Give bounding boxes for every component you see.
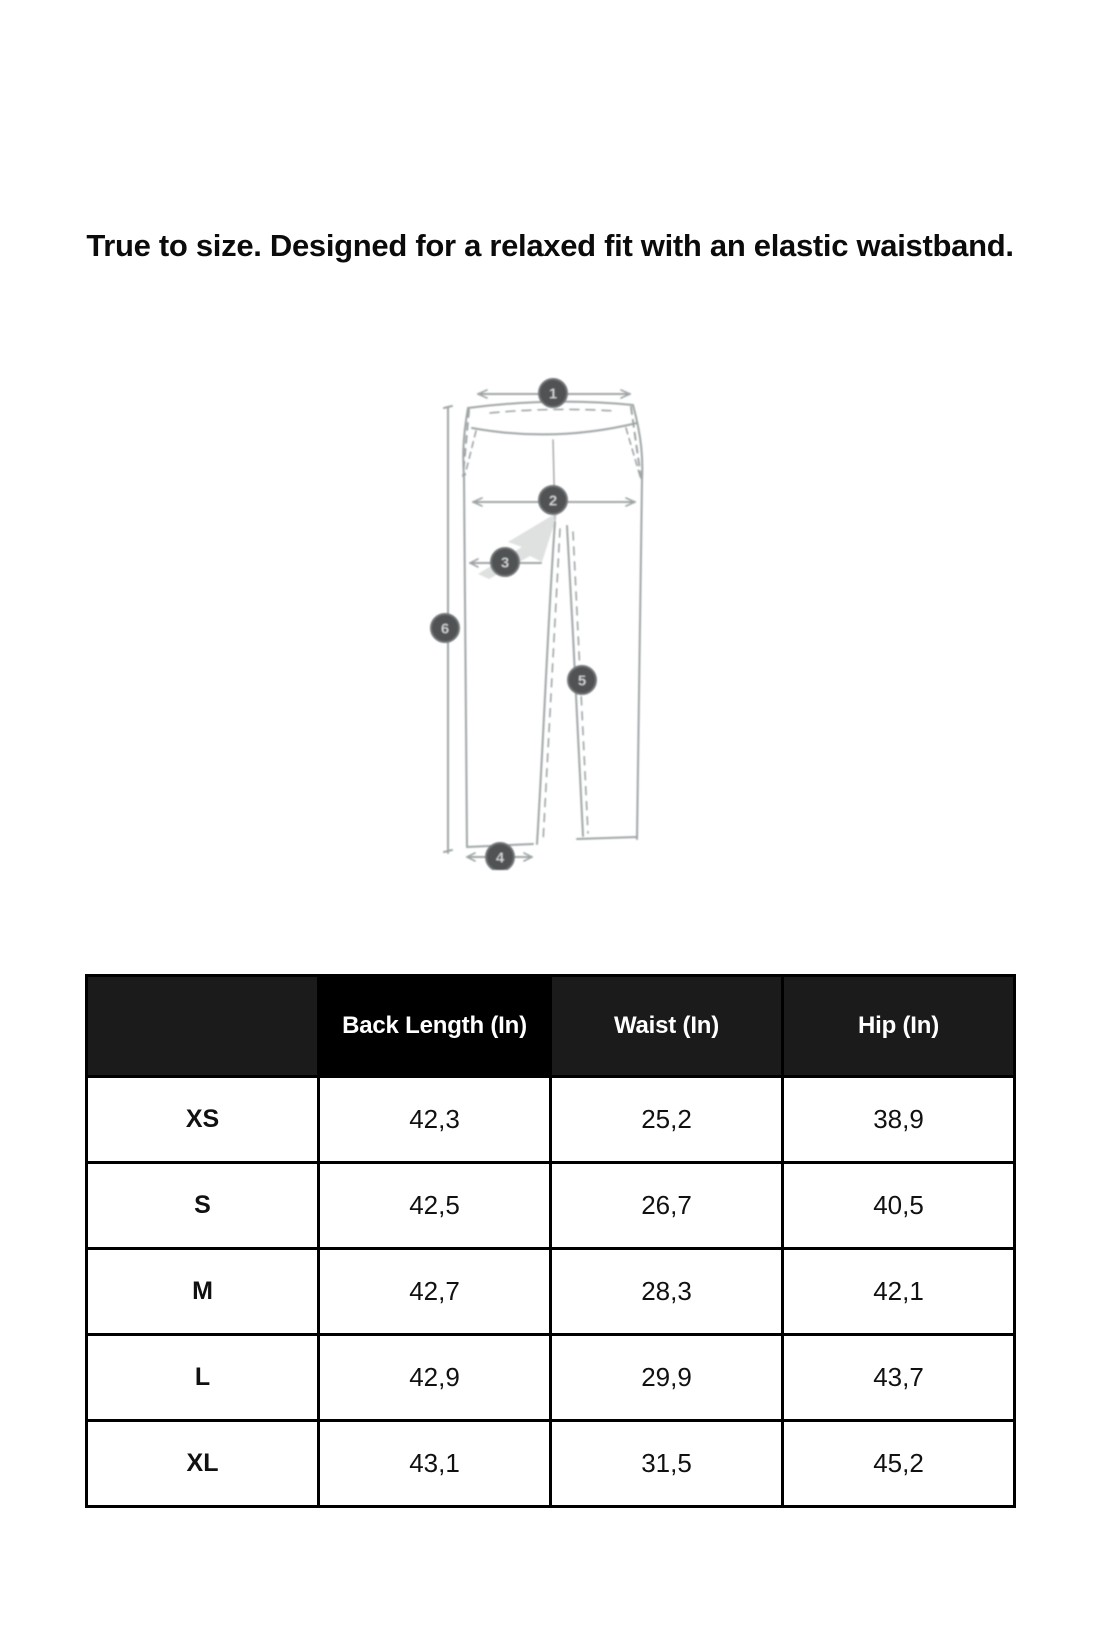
measure-marker-5: [568, 666, 596, 694]
table-row-m: [87, 1249, 1015, 1335]
back-length-value: 42,5: [319, 1163, 551, 1249]
measure-marker-1: [539, 379, 567, 407]
size-label: S: [87, 1163, 319, 1249]
svg-text:3: 3: [500, 554, 510, 572]
table-row-s: [87, 1163, 1015, 1249]
table-row-xl: [87, 1421, 1015, 1507]
waist-value: 31,5: [551, 1421, 783, 1507]
svg-text:1: 1: [548, 385, 558, 403]
back-length-value: 43,1: [319, 1421, 551, 1507]
measure-marker-2: [539, 486, 567, 514]
column-header-hip: Hip (In): [783, 976, 1015, 1077]
back-length-value: 42,7: [319, 1249, 551, 1335]
hip-value: 40,5: [783, 1163, 1015, 1249]
size-label: M: [87, 1249, 319, 1335]
hip-value: 43,7: [783, 1335, 1015, 1421]
column-header-waist: Waist (In): [551, 976, 783, 1077]
pants-measurement-diagram: [390, 350, 680, 870]
measure-marker-6: [431, 614, 459, 642]
waist-value: 28,3: [551, 1249, 783, 1335]
measure-marker-3: [491, 548, 519, 576]
table-row-l: [87, 1335, 1015, 1421]
back-length-value: 42,9: [319, 1335, 551, 1421]
svg-text:5: 5: [577, 672, 587, 690]
svg-text:2: 2: [548, 492, 558, 510]
hip-value: 45,2: [783, 1421, 1015, 1507]
pants-outline: [444, 390, 642, 861]
size-label: L: [87, 1335, 319, 1421]
back-length-value: 42,3: [319, 1077, 551, 1163]
svg-text:4: 4: [495, 849, 505, 867]
hip-value: 38,9: [783, 1077, 1015, 1163]
size-label: XS: [87, 1077, 319, 1163]
size-chart-table: [85, 974, 1016, 1508]
svg-text:6: 6: [440, 620, 450, 638]
table-row-xs: [87, 1077, 1015, 1163]
column-header-back-length: Back Length (In): [319, 976, 551, 1077]
measure-markers: [431, 379, 596, 870]
waist-value: 26,7: [551, 1163, 783, 1249]
waist-value: 25,2: [551, 1077, 783, 1163]
column-header-size: [87, 976, 319, 1077]
measure-marker-4: [486, 843, 514, 870]
size-label: XL: [87, 1421, 319, 1507]
fit-description-headline: True to size. Designed for a relaxed fit with an elastic waistband.: [86, 228, 1014, 263]
waist-value: 29,9: [551, 1335, 783, 1421]
hip-value: 42,1: [783, 1249, 1015, 1335]
header-row: [87, 976, 1015, 1077]
